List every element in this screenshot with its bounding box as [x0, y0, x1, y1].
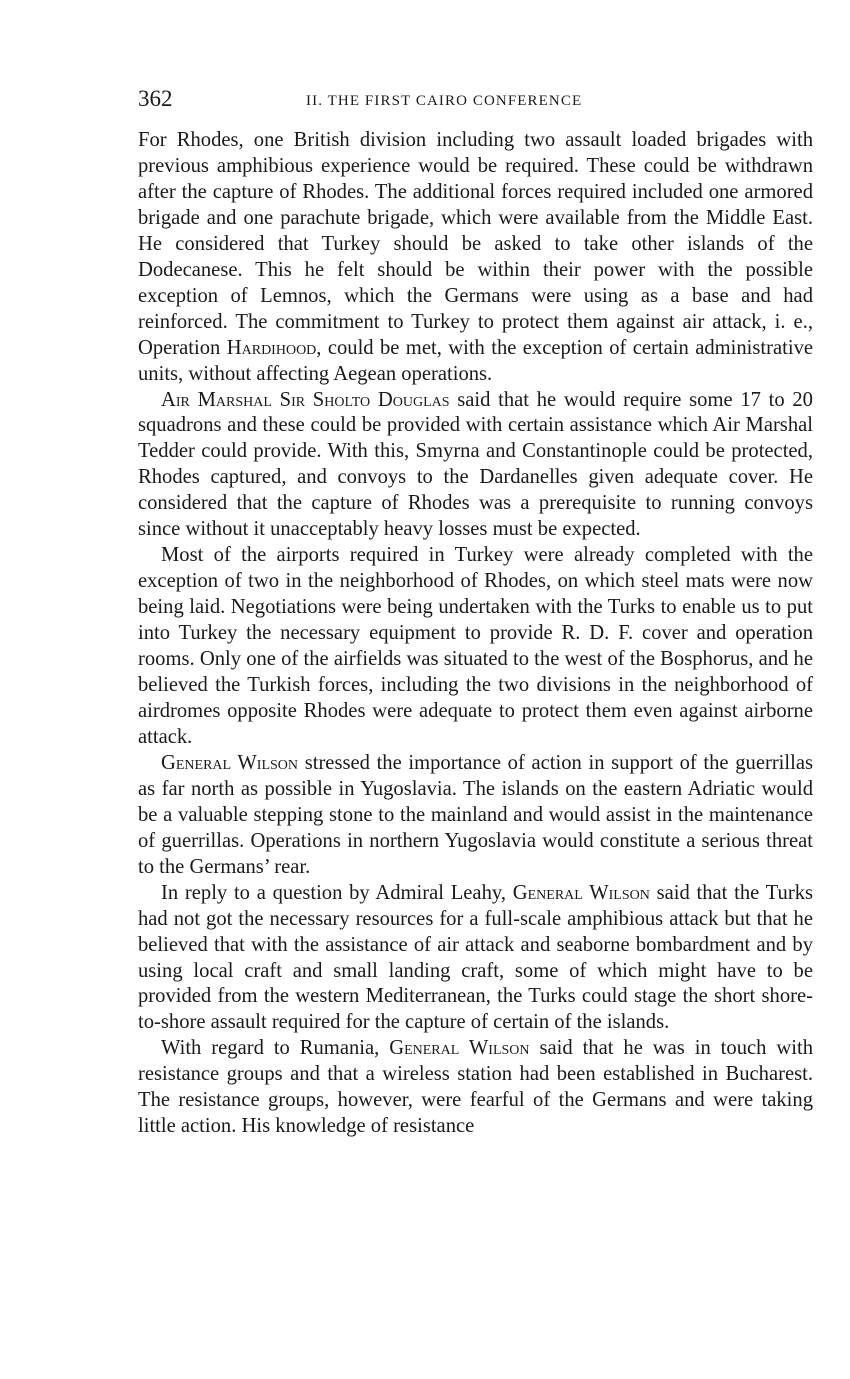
paragraph-text: stressed the importance of action in support of the guerrillas as far north as possible in Yugoslavia. The islands on the eastern Adriatic would be a valuable stepping stone to the mainland and would assist in the maintenance of guerrillas. Operations in northern Yugoslavia would constitute a serious threat to the Germans’ rear. [138, 751, 813, 878]
page-number: 362 [138, 86, 173, 111]
chapter-title: II. THE FIRST CAIRO CONFERENCE [306, 93, 583, 109]
paragraph-text: said that the Turks had not got the necessary resources for a full-scale amphibious attack but that he believed that with the assistance of air attack and seaborne bombardment and by using local craft and small landing craft, some of which might have to be provided from the western Mediterranean, the Turks could stage the short shore-to-shore assault required for the capture of certain of the islands. [138, 881, 813, 1034]
paragraph-2 [138, 388, 813, 544]
paragraph-text: , could be met, with the exception of certain administrative units, without affecting Aegean operations. [138, 336, 814, 385]
paragraph-text: said that he would require some 17 to 20 squadrons and these could be provided with certain assistance which Air Marshal Tedder could provide. With this, Smyrna and Constantinople could be protected, Rhodes captured, and convoys to the Dardanelles given adequate cover. He considered that the capture of Rhodes was a prerequisite to running convoys since without it unacceptably heavy losses must be expected. [138, 388, 813, 541]
paragraph-1 [138, 128, 813, 388]
paragraph-text: With regard to Rumania, [161, 1037, 390, 1060]
paragraph-text: Most of the airports required in Turkey were already completed with the exception of two in the neighborhood of Rhodes, on which steel mats were now being laid. Negotiations were being undertaken with the Turks to enable us to put into Turkey the necessary equipment to provide R. D. F. cover and operation rooms. Only one of the airfields was situated to the west of the Bosphorus, and he believed the Turkish forces, including the two divisions in the neighborhood of airdromes opposite Rhodes were adequate to protect them even against airborne attack. [138, 544, 813, 748]
paragraph-text: In reply to a question by Admiral Leahy, [161, 881, 513, 904]
paragraph-text: said that he was in touch with resistance groups and that a wireless station had been established in Bucharest. The resistance groups, however, were fearful of the Germans and were taking little action. His knowledge of resistance [138, 1037, 813, 1138]
body-text [138, 128, 813, 1140]
operation-name: Hardihood [226, 336, 317, 359]
speaker-name: Air Marshal Sir Sholto Douglas [161, 388, 450, 411]
paragraph-3 [138, 543, 813, 751]
running-head [138, 84, 813, 114]
speaker-name: General Wilson [512, 881, 650, 904]
speaker-name: General Wilson [389, 1037, 530, 1060]
paragraph-6 [138, 1036, 813, 1140]
paragraph-5 [138, 881, 813, 1037]
speaker-name: General Wilson [161, 751, 299, 774]
paragraph-4 [138, 751, 813, 881]
document-page [138, 84, 813, 1140]
paragraph-text: For Rhodes, one British division including two assault loaded brigades with previous amphibious experience would be required. These could be withdrawn after the capture of Rhodes. The additional forces required included one armored brigade and one parachute brigade, which were available from the Middle East. He considered that Turkey should be asked to take other islands of the Dodecanese. This he felt should be within their power with the possible exception of Lemnos, which the Germans were using as a base and had reinforced. The commitment to Turkey to protect them against air attack, i. e., Operation [138, 129, 813, 359]
